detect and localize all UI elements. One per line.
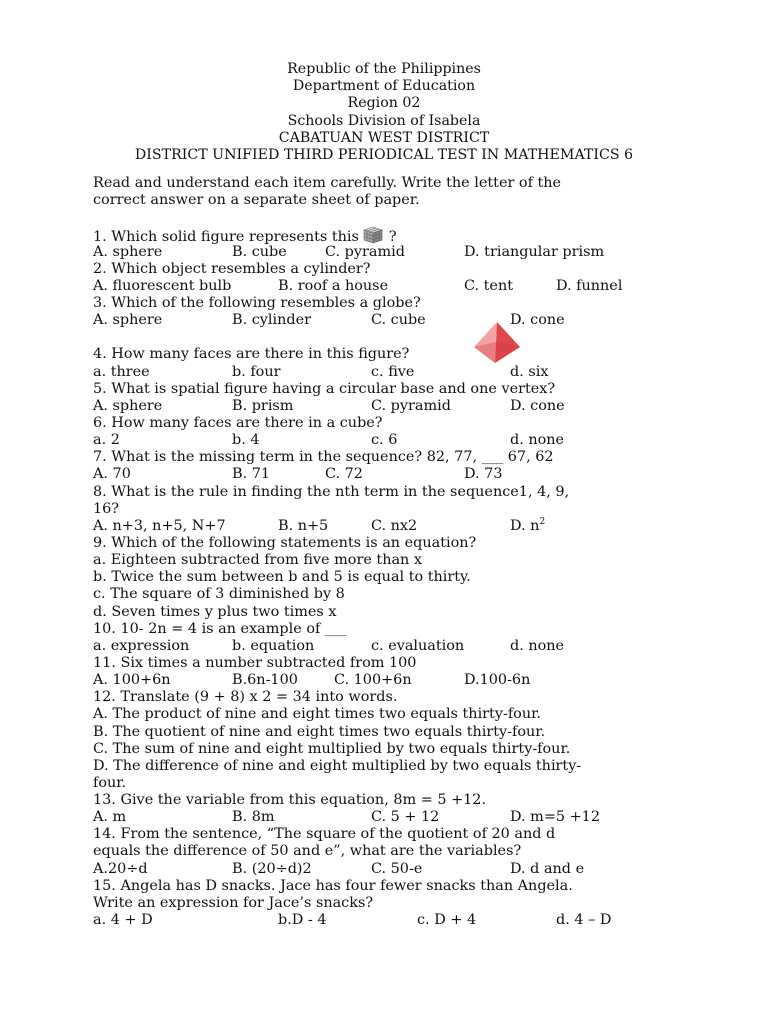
- q1-choice-c: C. pyramid: [325, 243, 405, 260]
- question-15-stem-line-1: 15. Angela has D snacks. Jace has four fewer snacks than Angela.: [93, 877, 573, 894]
- q5-choice-b: B. prism: [232, 397, 294, 414]
- q3-choice-c: C. cube: [371, 312, 426, 329]
- question-14-stem-line-2: equals the difference of 50 and e”, what are the variables?: [93, 843, 522, 860]
- q6-choice-d: d. none: [510, 432, 565, 449]
- q15-choice-c: c. D + 4: [417, 912, 477, 929]
- q8-choice-b: B. n+5: [278, 517, 329, 534]
- instructions-line-1: Read and understand each item carefully. Write the letter of the: [93, 175, 562, 191]
- question-3-stem: 3. Which of the following resembles a globe?: [93, 294, 421, 311]
- test-content: [93, 175, 693, 929]
- q12-choice-a: A. The product of nine and eight times two equals thirty-four.: [93, 706, 541, 723]
- question-1-choices: [93, 244, 693, 261]
- q8-choice-d: [510, 518, 545, 535]
- document-header: [0, 61, 768, 164]
- question-12-stem: 12. Translate (9 + 8) x 2 = 34 into words.: [93, 689, 398, 706]
- question-15-choices: [93, 912, 693, 929]
- q9-choice-b: b. Twice the sum between b and 5 is equal to thirty.: [93, 569, 471, 586]
- q8-choice-a: A. n+3, n+5, N+7: [93, 517, 226, 534]
- question-14-stem-line-1: 14. From the sentence, “The square of the quotient of 20 and d: [93, 826, 556, 843]
- q7-choice-b: B. 71: [232, 466, 271, 483]
- q4-choice-d: d. six: [510, 363, 549, 380]
- question-5-stem: 5. What is spatial figure having a circular base and one vertex?: [93, 380, 556, 397]
- question-2-stem: 2. Which object resembles a cylinder?: [93, 260, 371, 277]
- question-11-choices: [93, 672, 693, 689]
- q11-choice-c: C. 100+6n: [334, 672, 412, 689]
- question-15-stem-line-2: Write an expression for Jace’s snacks?: [93, 894, 374, 911]
- q3-choice-a: A. sphere: [93, 312, 163, 329]
- q6-choice-b: b. 4: [232, 432, 260, 449]
- header-department: Department of Education: [292, 78, 476, 95]
- q10-choice-c: c. evaluation: [371, 637, 465, 654]
- header-test-title: DISTRICT UNIFIED THIRD PERIODICAL TEST IN MATHEMATICS 6: [134, 147, 634, 164]
- q5-choice-c: C. pyramid: [371, 397, 451, 414]
- question-8-stem-line-2: 16?: [93, 500, 120, 517]
- q12-choice-d-line-1: D. The difference of nine and eight multiplied by two equals thirty-: [93, 757, 582, 774]
- q8-choice-c: C. nx2: [371, 517, 418, 534]
- q1-choice-a: A. sphere: [93, 243, 163, 260]
- q15-choice-b: b.D - 4: [278, 912, 327, 929]
- question-14-choices: [93, 861, 693, 878]
- q7-choice-c: C. 72: [325, 466, 363, 483]
- header-district: CABATUAN WEST DISTRICT: [278, 129, 490, 146]
- header-division: Schools Division of Isabela: [287, 112, 481, 129]
- question-4-stem: 4. How many faces are there in this figure?: [93, 346, 410, 363]
- question-7-choices: [93, 466, 693, 483]
- question-10-choices: [93, 638, 693, 655]
- instructions-line-2: correct answer on a separate sheet of paper.: [93, 192, 420, 209]
- question-13-stem: 13. Give the variable from this equation, 8m = 5 +12.: [93, 792, 487, 809]
- q11-choice-a: A. 100+6n: [93, 672, 171, 689]
- question-4-choices: [93, 364, 693, 381]
- q2-choice-c: C. tent: [464, 277, 513, 294]
- q6-choice-c: c. 6: [371, 432, 398, 449]
- header-republic: Republic of the Philippines: [287, 61, 481, 77]
- header-region: Region 02: [347, 95, 421, 112]
- q2-choice-a: A. fluorescent bulb: [93, 277, 232, 294]
- question-13-choices: [93, 809, 693, 826]
- q12-choice-d-line-2: four.: [93, 774, 127, 791]
- q2-choice-b: B. roof a house: [278, 277, 389, 294]
- q11-choice-d: D.100-6n: [464, 672, 531, 689]
- q14-choice-c: C. 50-e: [371, 860, 423, 877]
- q1-choice-b: B. cube: [232, 243, 287, 260]
- q14-choice-a: A.20÷d: [93, 860, 148, 877]
- question-1-stem: 1. Which solid figure represents this: [93, 229, 359, 246]
- q13-choice-c: C. 5 + 12: [371, 809, 440, 826]
- q10-choice-d: d. none: [510, 637, 565, 654]
- question-3-choices: [93, 312, 693, 329]
- q14-choice-b: B. (20÷d)2: [232, 860, 312, 877]
- q3-choice-d: D. cone: [510, 312, 565, 329]
- q1-choice-d: D. triangular prism: [464, 243, 605, 260]
- q4-choice-a: a. three: [93, 363, 150, 380]
- question-6-choices: [93, 432, 693, 449]
- question-1-stem-end: ?: [388, 229, 397, 246]
- question-1: [93, 226, 693, 246]
- q15-choice-a: a. 4 + D: [93, 912, 153, 929]
- q13-choice-b: B. 8m: [232, 809, 275, 826]
- q5-choice-a: A. sphere: [93, 397, 163, 414]
- question-8-choices: [93, 518, 693, 535]
- q4-choice-b: b. four: [232, 363, 281, 380]
- question-7-stem: 7. What is the missing term in the sequence? 82, 77, ___ 67, 62: [93, 449, 554, 466]
- q7-choice-a: A. 70: [93, 466, 131, 483]
- q13-choice-a: A. m: [93, 809, 127, 826]
- q7-choice-d: D. 73: [464, 466, 503, 483]
- q6-choice-a: a. 2: [93, 432, 120, 449]
- q8-choice-d-exponent: 2: [539, 517, 546, 528]
- question-5-choices: [93, 398, 693, 415]
- rubik-cube-icon: [363, 226, 383, 244]
- q9-choice-c: c. The square of 3 diminished by 8: [93, 586, 345, 603]
- q15-choice-d: d. 4 – D: [556, 912, 612, 929]
- q5-choice-d: D. cone: [510, 397, 565, 414]
- question-10-stem: 10. 10- 2n = 4 is an example of ___: [93, 620, 347, 637]
- q12-choice-c: C. The sum of nine and eight multiplied by two equals thirty-four.: [93, 740, 571, 757]
- question-2-choices: [93, 278, 693, 295]
- question-6-stem: 6. How many faces are there in a cube?: [93, 414, 383, 431]
- question-8-stem-line-1: 8. What is the rule in finding the nth term in the sequence1, 4, 9,: [93, 483, 570, 500]
- q8-choice-d-text: D. n: [510, 517, 540, 534]
- q14-choice-d: D. d and e: [510, 860, 585, 877]
- question-11-stem: 11. Six times a number subtracted from 100: [93, 654, 417, 671]
- q2-choice-d: D. funnel: [556, 277, 623, 294]
- q9-choice-d: d. Seven times y plus two times x: [93, 603, 337, 620]
- q9-choice-a: a. Eighteen subtracted from five more than x: [93, 552, 423, 569]
- q10-choice-a: a. expression: [93, 637, 190, 654]
- question-9-stem: 9. Which of the following statements is an equation?: [93, 534, 477, 551]
- q11-choice-b: B.6n-100: [232, 672, 298, 689]
- q10-choice-b: b. equation: [232, 637, 315, 654]
- q13-choice-d: D. m=5 +12: [510, 809, 600, 826]
- q12-choice-b: B. The quotient of nine and eight times two equals thirty-four.: [93, 723, 546, 740]
- q3-choice-b: B. cylinder: [232, 312, 311, 329]
- q4-choice-c: c. five: [371, 363, 415, 380]
